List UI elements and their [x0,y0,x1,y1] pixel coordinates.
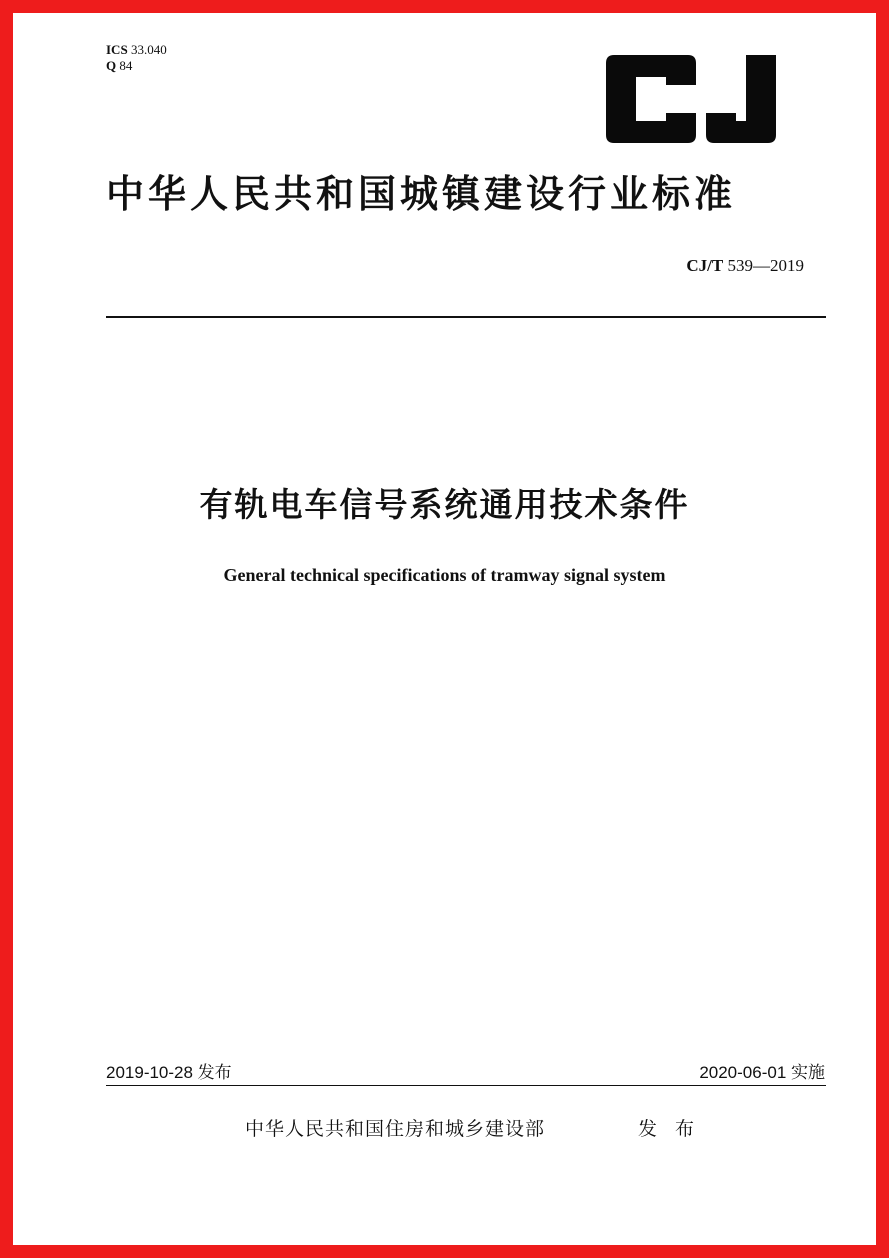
ics-value: 33.040 [130,42,167,57]
effective-date: 2020-06-01 实施 [699,1063,825,1082]
classification-codes [106,42,167,74]
standard-number-prefix: CJ/T [686,256,724,275]
standard-category-title: 中华人民共和国城镇建设行业标准 [106,172,737,216]
cj-logo-j-shape [706,55,776,143]
ics-code [106,42,167,58]
publish-label: 发 布 [638,1118,701,1140]
ics-label: ICS [106,42,128,57]
class-label: Q [106,58,117,73]
cj-logo-c-shape [606,55,696,143]
publisher-name: 中华人民共和国住房和城乡建设部 [245,1118,546,1140]
footer-divider [106,1085,826,1086]
standard-number [686,256,804,276]
class-code [106,58,167,74]
standard-number-value: 539—2019 [727,256,804,275]
class-value: 84 [119,58,133,73]
document-title-cn: 有轨电车信号系统通用技术条件 [199,485,690,524]
document-title-en: General technical specifications of tramway signal system [223,565,666,585]
cj-logo [604,55,778,143]
issue-date: 2019-10-28 发布 [106,1063,232,1082]
header-divider [106,316,826,318]
